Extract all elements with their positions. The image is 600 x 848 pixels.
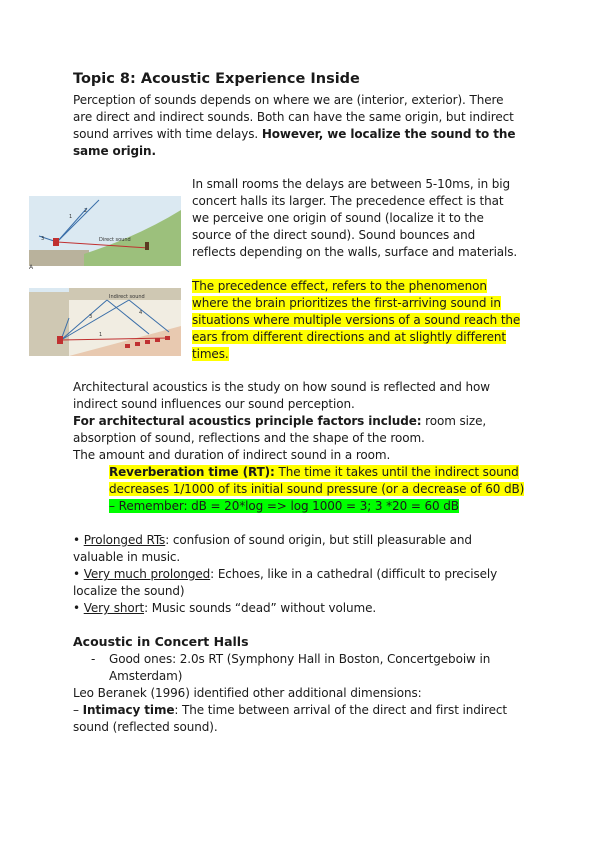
intro-line-4: same origin. <box>73 144 156 158</box>
bullet-very-short <box>73 600 376 617</box>
arch-factors-label: For architectural acoustics principle factors include: <box>73 414 422 428</box>
intimacy-term: Intimacy time <box>82 703 175 717</box>
intimacy-line-2: sound (reflected sound). <box>73 720 218 734</box>
halls-item-line-2: Amsterdam) <box>109 669 183 683</box>
fig2-ray-2: 3 <box>89 314 93 320</box>
fig1-label: Direct sound <box>99 237 131 243</box>
fig1-ray-1: 1 <box>69 214 73 220</box>
rt-line-2-text: decreases 1/1000 of its initial sound pressure (or a decrease of 60 dB) <box>109 482 525 496</box>
bullet-very-prolonged-cont: localize the sound) <box>73 584 185 598</box>
side2-line-5 <box>192 346 229 363</box>
bullet-term: Prolonged RTs <box>83 533 166 547</box>
bullet-dot: • <box>73 601 84 615</box>
fig2-label: Indirect sound <box>109 294 145 300</box>
bullet-term: Very short <box>83 601 145 615</box>
fig1-ray-3: 3 <box>41 236 45 242</box>
rt-remember: – Remember: dB = 20*log => log 1000 = 3; 3 *20 = 60 dB <box>109 499 459 513</box>
side1-line-3: we perceive one origin of sound (localize it to the <box>192 211 484 225</box>
halls-heading: Acoustic in Concert Halls <box>73 634 249 649</box>
rt-line-3 <box>109 498 459 515</box>
side2-line-2-text: where the brain prioritizes the first-arriving sound in <box>192 296 501 310</box>
arch-line-1: Architectural acoustics is the study on how sound is reflected and how <box>73 380 490 394</box>
intro-line-2: are direct and indirect sounds. Both can have the same origin, but indirect <box>73 110 514 124</box>
rt-line-1-text: The time it takes until the indirect sound <box>274 465 519 479</box>
rt-line-1 <box>109 464 519 481</box>
indirect-sound-figure <box>29 288 181 356</box>
bullet-dot: • <box>73 533 84 547</box>
arch-line-5: The amount and duration of indirect sound in a room. <box>73 448 391 462</box>
bullet-very-prolonged <box>73 566 497 583</box>
intimacy-line-1 <box>73 702 507 719</box>
fig2-ray-3: 4 <box>139 310 143 316</box>
bullet-text: : Echoes, like in a cathedral (difficult to precisely <box>210 567 498 581</box>
intimacy-dash: – <box>73 703 83 717</box>
intro-line-3 <box>73 126 515 143</box>
rt-label: Reverberation time (RT): <box>109 465 275 479</box>
side2-line-2 <box>192 295 501 312</box>
rt-line-2 <box>109 481 524 498</box>
intro-line-1: Perception of sounds depends on where we are (interior, exterior). There <box>73 93 504 107</box>
intimacy-text: : The time between arrival of the direct and first indirect <box>174 703 507 717</box>
bullet-text: : confusion of sound origin, but still pleasurable and <box>165 533 472 547</box>
side2-line-4 <box>192 329 506 346</box>
halls-dash: - <box>91 652 96 666</box>
side2-line-4-text: ears from different directions and at slightly different <box>192 330 507 344</box>
side1-line-5: reflects depending on the walls, surface and materials. <box>192 245 518 259</box>
side1-line-1: In small rooms the delays are between 5-10ms, in big <box>192 177 511 191</box>
arch-line-3 <box>73 413 486 430</box>
side2-line-3 <box>192 312 520 329</box>
intro-line-3-text: sound arrives with time delays. <box>73 127 262 141</box>
arch-line-2: indirect sound influences our sound perception. <box>73 397 355 411</box>
fig2-ray-1: 1 <box>99 332 103 338</box>
side1-line-4: source of the direct sound). Sound bounces and <box>192 228 476 242</box>
fig1-ray-2: 2 <box>84 208 88 214</box>
bullet-dot: • <box>73 567 84 581</box>
bullet-text: : Music sounds “dead” without volume. <box>144 601 377 615</box>
side1-line-2: concert halls its larger. The precedence effect is that <box>192 194 504 208</box>
arch-factors-text: room size, <box>421 414 487 428</box>
bullet-term: Very much prolonged <box>83 567 211 581</box>
side2-line-5-text: times. <box>192 347 229 361</box>
page-title: Topic 8: Acoustic Experience Inside <box>73 71 360 87</box>
side2-line-1-text: The precedence effect, refers to the phenomenon <box>192 279 487 293</box>
bullet-prolonged-cont: valuable in music. <box>73 550 181 564</box>
arch-line-4: absorption of sound, reflections and the shape of the room. <box>73 431 425 445</box>
bullet-prolonged <box>73 532 472 549</box>
fig1-marker: A <box>29 264 34 271</box>
halls-item-line-1: Good ones: 2.0s RT (Symphony Hall in Boston, Concertgeboiw in <box>109 652 491 666</box>
beranek-line: Leo Beranek (1996) identified other additional dimensions: <box>73 686 422 700</box>
side2-line-3-text: situations where multiple versions of a sound reach the <box>192 313 521 327</box>
direct-sound-figure <box>29 196 181 266</box>
side2-line-1 <box>192 278 487 295</box>
intro-emphasis: However, we localize the sound to the <box>261 127 516 141</box>
